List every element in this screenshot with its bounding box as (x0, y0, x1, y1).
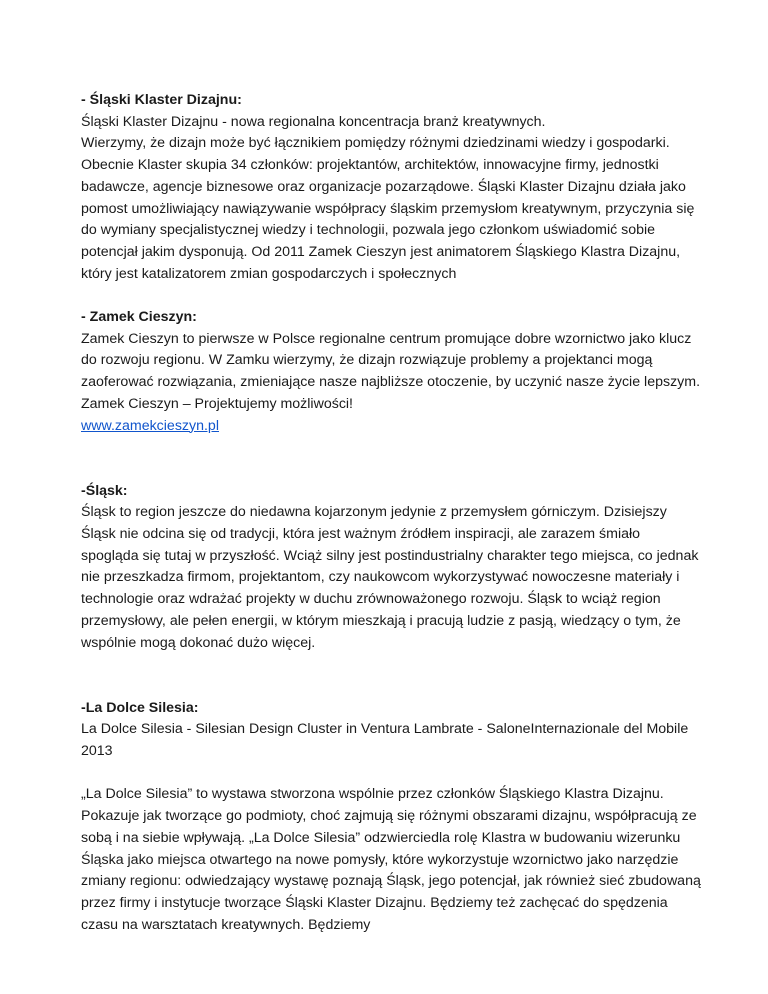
section-heading-zamek: - Zamek Cieszyn: (81, 309, 197, 326)
section-heading-dolce: -La Dolce Silesia: (81, 699, 199, 716)
section-heading-klaster: - Śląski Klaster Dizajnu: (81, 92, 242, 108)
section-dolce (81, 698, 701, 937)
website-link[interactable]: www.zamekcieszyn.pl (81, 417, 219, 434)
section-body-zamek: Zamek Cieszyn to pierwsze w Polsce regionalne centrum promujące dobre wzornictwo jako klucz do rozwoju regionu. W Zamku wierzymy, że dizajn rozwiązuje problemy a projektanci mogą zaoferować rozwiązania, zmieniające nasze najbliższe otoczenie, by uczynić nasze życie lepszym. (81, 330, 701, 391)
document-body (81, 90, 701, 936)
section-body-slask: Śląsk to region jeszcze do niedawna kojarzonym jedynie z przemysłem górniczym. Dzisiejszy Śląsk nie odcina się od tradycji, która jest ważnym źródłem inspiracji, ale zarazem śmiało spogląda się tutaj w przyszłość. Wciąż silny jest postindustrialny charakter tego miejsca, co jednak nie przeszkadza firmom, projektantom, czy naukowcom wykorzystywać nowoczesne materiały i technologie oraz wdrażać projekty w duchu zrównoważonego rozwoju. Śląsk to wciąż region przemysłowy, ale pełen energii, w którym mieszkają i pracują ludzie z pasją, wiedzący o tym, że wspólnie mogą dokonać dużo więcej. (81, 504, 699, 651)
section-subtitle-dolce: La Dolce Silesia - Silesian Design Cluster in Ventura Lambrate - SaloneInternazionale del Mobile 2013 (81, 721, 689, 760)
section-klaster (81, 90, 701, 285)
paragraph-spacer (81, 437, 701, 480)
section-body-dolce: „La Dolce Silesia” to wystawa stworzona wspólnie przez członków Śląskiego Klastra Dizajnu. Pokazuje jak tworzące go podmioty, choć zajmują się różnymi obszarami dizajnu, współpracują ze sobą i na siebie wpływają. „La Dolce Silesia” odzwierciedla rolę Klastra w budowaniu wizerunku Śląska jako miejsca otwartego na nowe pomysły, które wykorzystuje wzornictwo jako narzędzie zmiany regionu: odwiedzający wystawę poznają Śląsk, jego potencjał, jak również sieć zbudowaną przez firmy i instytucje tworzące Śląski Klaster Dizajnu. Będziemy też zachęcać do spędzenia czasu na warsztatach kreatywnych. Będziemy (81, 786, 701, 933)
section-slask (81, 481, 701, 655)
section-slogan-zamek: Zamek Cieszyn – Projektujemy możliwości! (81, 395, 354, 412)
section-body-klaster: Wierzymy, że dizajn może być łącznikiem pomiędzy różnymi dziedzinami wiedzy i gospodarki. Obecnie Klaster skupia 34 członków: projektantów, architektów, innowacyjne firmy, jednostki badawcze, agencje biznesowe oraz organizacje pozarządowe. Śląski Klaster Dizajnu działa jako pomost umożliwiający nawiązywanie współpracy śląskim przemysłom kreatywnym, przyczynia się do wymiany specjalistycznej wiedzy i technologii, pozwala jego członkom uświadomić sobie potencjał jakim dysponują. Od 2011 Zamek Cieszyn jest animatorem Śląskiego Klastra Dizajnu, który jest katalizatorem zmian gospodarczych i społecznych (81, 135, 695, 282)
paragraph-spacer (81, 285, 701, 307)
section-intro-klaster: Śląski Klaster Dizajnu - nowa regionalna koncentracja branż kreatywnych. (81, 113, 546, 130)
paragraph-spacer (81, 654, 701, 697)
paragraph-spacer (81, 763, 701, 785)
section-heading-slask: -Śląsk: (81, 482, 128, 499)
section-zamek (81, 307, 701, 437)
link-line (81, 416, 701, 438)
